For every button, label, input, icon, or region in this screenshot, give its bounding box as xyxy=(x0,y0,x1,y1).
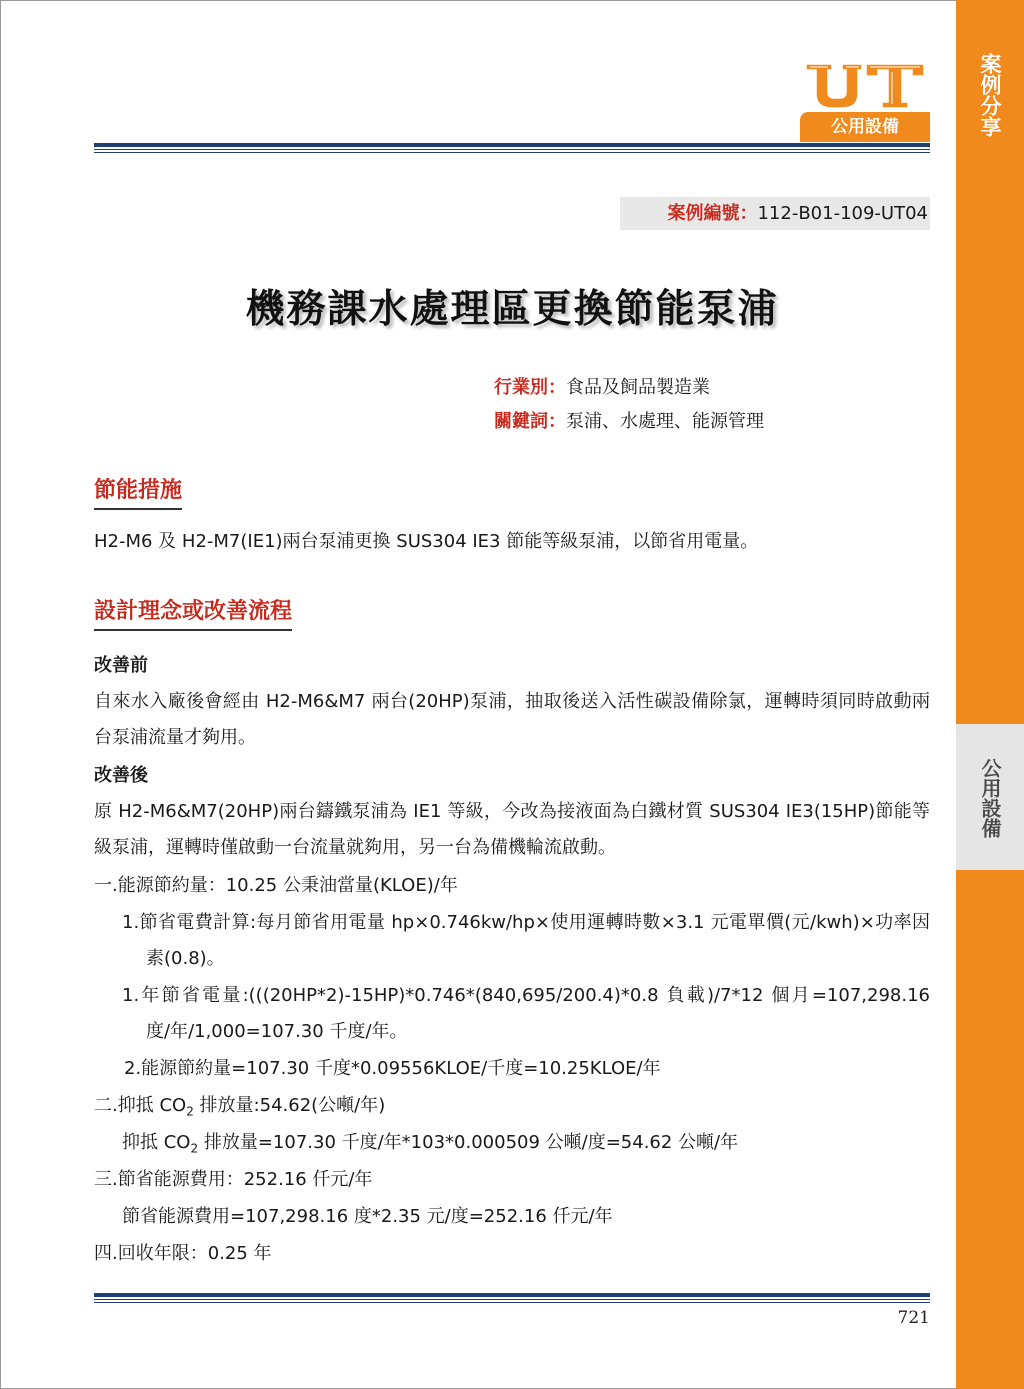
industry-value: 食品及飼品製造業 xyxy=(566,377,710,398)
before-text: 自來水入廠後會經由 H2-M6&M7 兩台(20HP)泵浦，抽取後送入活性碳設備除氯，運轉時須同時啟動兩台泵浦流量才夠用。 xyxy=(94,691,930,748)
keywords-value: 泵浦、水處理、能源管理 xyxy=(566,411,764,432)
co2-title-pre: 二.抑抵 CO xyxy=(94,1095,187,1116)
before-label: 改善前 xyxy=(94,655,148,676)
after-label: 改善後 xyxy=(94,765,148,786)
cost-calc: 節省能源費用=107,298.16 度*2.35 元/度=252.16 仟元/年 xyxy=(122,1206,613,1227)
side-tab-utilities-label: 公用設備 xyxy=(978,758,1002,838)
calc-2: 2.能源節約量=107.30 千度*0.09556KLOE/千度=10.25KLOE/年 xyxy=(124,1058,661,1079)
case-number-label: 案例編號： xyxy=(667,203,758,224)
cost-title: 三.節省能源費用：252.16 仟元/年 xyxy=(94,1169,373,1190)
measures-text: H2-M6 及 H2-M7(IE1)兩台泵浦更換 SUS304 IE3 節能等級泵浦，以節省用電量。 xyxy=(94,531,759,552)
industry-label: 行業別： xyxy=(494,377,566,398)
after-text: 原 H2-M6&M7(20HP)兩台鑄鐵泵浦為 IE1 等級，今改為接液面為白鐵材質 SUS304 IE3(15HP)節能等級泵浦，運轉時僅啟動一台流量就夠用，另一台為備機輪流啟動。 xyxy=(94,801,930,858)
calc-1a-text: 1.節省電費計算:每月節省用電量 hp×0.746kw/hp×使用運轉時數×3.1 元電單價(元/kwh)×功率因素(0.8)。 xyxy=(122,912,930,969)
design-heading: 設計理念或改善流程 xyxy=(94,594,292,631)
page-title: 機務課水處理區更換節能泵浦 xyxy=(245,287,779,332)
co2-calc-post: 排放量=107.30 千度/年*103*0.000509 公噸/度=54.62 公噸/年 xyxy=(198,1132,739,1153)
co2-calc-sub: 2 xyxy=(190,1141,199,1156)
calc-1b-text: 1.年節省電量:(((20HP*2)-15HP)*0.746*(840,695/200.4)*0.8 負載)/7*12 個月=107,298.16 度/年/1,000=107.30 千度/年。 xyxy=(122,985,930,1042)
header-rule xyxy=(94,143,930,153)
co2-calc xyxy=(122,1125,738,1167)
section-badge: 公用設備 xyxy=(800,112,930,142)
co2-title xyxy=(94,1088,385,1130)
calc-1a xyxy=(122,905,930,977)
co2-title-sub: 2 xyxy=(186,1104,194,1119)
energy-saving-title: 一.能源節約量：10.25 公秉油當量(KLOE)/年 xyxy=(94,875,458,896)
keywords-row xyxy=(494,410,764,434)
ut-logo-icon xyxy=(802,62,926,110)
payback: 四.回收年限：0.25 年 xyxy=(94,1243,272,1264)
calc-1b xyxy=(122,978,930,1050)
keywords-label: 關鍵詞： xyxy=(494,411,566,432)
industry-row xyxy=(494,376,710,400)
side-bar xyxy=(956,0,1024,1389)
measures-heading: 節能措施 xyxy=(94,473,182,510)
case-number xyxy=(620,197,930,230)
footer-rule xyxy=(94,1293,930,1303)
co2-calc-pre: 抑抵 CO xyxy=(122,1132,191,1153)
side-tab-case-share: 案例分享 xyxy=(978,53,1002,137)
case-number-value: 112-B01-109-UT04 xyxy=(757,203,928,224)
page-number: 721 xyxy=(897,1308,930,1328)
co2-title-post: 排放量:54.62(公噸/年) xyxy=(193,1095,386,1116)
